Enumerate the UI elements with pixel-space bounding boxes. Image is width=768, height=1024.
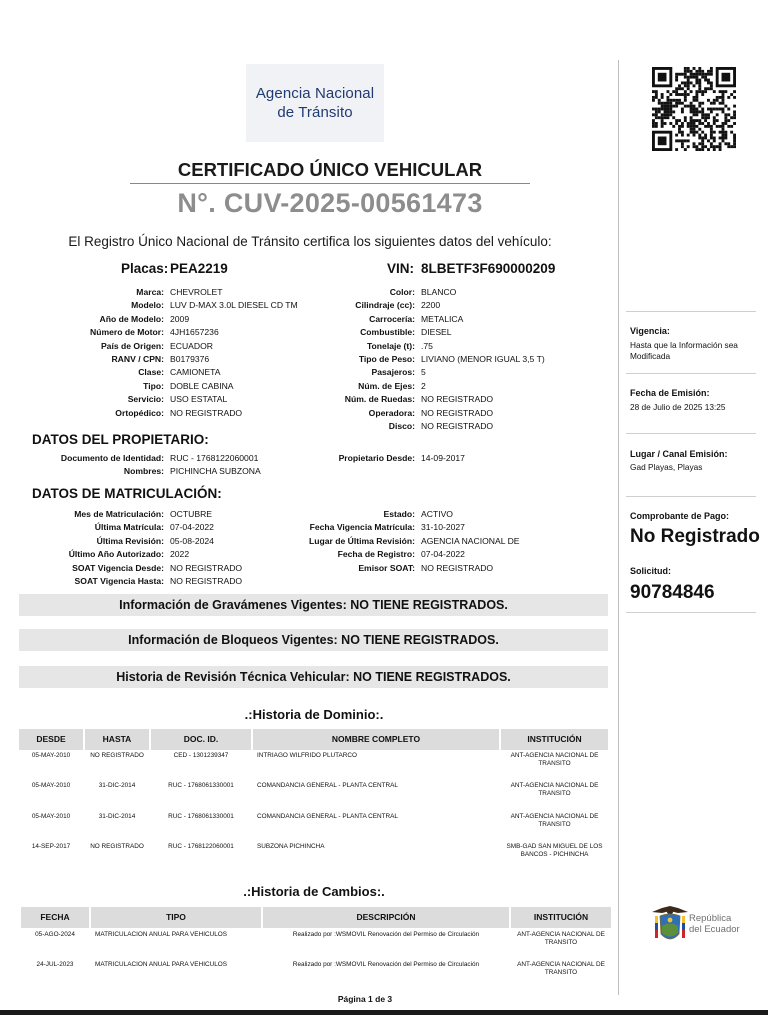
emision-label: Fecha de Emisión:: [630, 388, 710, 398]
field-label: Nombres:: [123, 466, 164, 477]
intro-text: El Registro Único Nacional de Tránsito certifica los siguientes datos del vehículo:: [68, 234, 552, 249]
cell-fecha: 05-AGO-2024: [35, 931, 75, 938]
field-label: Marca:: [136, 287, 164, 297]
cell-nombre: SUBZONA PICHINCHA: [257, 843, 325, 850]
field-value: 14-09-2017: [421, 453, 465, 463]
registration-data-right: [265, 508, 601, 575]
field-label: Año de Modelo:: [99, 313, 164, 324]
institucion-line-2: TRANSITO: [544, 939, 578, 947]
bloqueos-banner: Información de Bloqueos Vigentes: NO TIENE REGISTRADOS.: [19, 629, 608, 651]
field-label: Mes de Matriculación:: [74, 509, 164, 519]
field-value: ACTIVO: [421, 509, 453, 519]
field-label: Disco:: [388, 420, 415, 431]
registration-heading: DATOS DE MATRICULACIÓN:: [32, 486, 222, 501]
sidebar-divider: [626, 612, 756, 613]
field-row: [265, 326, 601, 339]
solicitud-label: Solicitud:: [630, 566, 671, 576]
cell-hasta: NO REGISTRADO: [90, 752, 144, 759]
field-label: RANV / CPN:: [111, 353, 164, 364]
institucion-line-1: ANT-AGENCIA NACIONAL DE: [510, 752, 599, 759]
field-row: [265, 286, 601, 299]
field-label: Tipo de Peso:: [358, 353, 415, 364]
cell-tipo: MATRICULACION ANUAL PARA VEHICULOS: [95, 931, 227, 938]
field-value: AGENCIA NACIONAL DE: [421, 535, 520, 546]
field-row: [265, 340, 601, 353]
col-hasta: HASTA: [85, 729, 149, 750]
cell-desde: 05-MAY-2010: [31, 752, 71, 759]
field-value: NO REGISTRADO: [170, 407, 243, 418]
field-label: Fecha Vigencia Matrícula:: [309, 522, 415, 533]
col-desde: DESDE: [19, 729, 83, 750]
field-label: Estado:: [383, 509, 415, 519]
logo-line-1: Agencia Nacional: [255, 85, 375, 102]
institucion-line-1: ANT-AGENCIA NACIONAL DE: [517, 931, 605, 938]
field-row: [265, 508, 601, 521]
table-row: [21, 961, 611, 977]
vin-label: VIN:: [387, 261, 414, 276]
field-value: NO REGISTRADO: [170, 575, 243, 586]
table-row: [19, 813, 608, 829]
col-institucion: INSTITUCIÓN: [501, 729, 608, 750]
cell-doc-id: RUC - 1768122060001: [168, 843, 234, 850]
col-descripcion: DESCRIPCIÓN: [263, 907, 509, 928]
field-row: [265, 521, 601, 534]
col-tipo: TIPO: [91, 907, 261, 928]
owner-data-right: [265, 452, 581, 465]
field-row: [265, 548, 601, 561]
lugar-label: Lugar / Canal Emisión:: [630, 449, 728, 459]
field-value: 4JH1657236: [170, 327, 219, 338]
col-fecha: FECHA: [21, 907, 89, 928]
ecuador-text-line-2: del Ecuador: [689, 924, 740, 935]
institucion-line-1: ANT-AGENCIA NACIONAL DE: [510, 782, 599, 789]
logo-line-2: de Tránsito: [277, 104, 353, 121]
vehicle-data-right: [265, 286, 601, 433]
field-label: Color:: [389, 287, 415, 297]
field-label: Núm. de Ejes:: [358, 380, 415, 391]
field-row: [265, 452, 581, 465]
owner-heading: DATOS DEL PROPIETARIO:: [32, 432, 209, 447]
field-value: 2: [421, 380, 426, 391]
cell-institucion: [501, 782, 608, 798]
cell-doc-id: RUC - 1768061330001: [168, 813, 234, 820]
field-value: NO REGISTRADO: [421, 420, 494, 431]
pago-label: Comprobante de Pago:: [630, 511, 730, 521]
institucion-line-2: TRANSITO: [538, 760, 571, 768]
field-value: 07-04-2022: [170, 522, 214, 533]
field-value: CHEVROLET: [170, 287, 223, 297]
field-row: [265, 535, 601, 548]
cell-desde: 05-MAY-2010: [31, 813, 71, 820]
field-value: BLANCO: [421, 287, 457, 297]
field-label: Núm. de Ruedas:: [344, 394, 415, 405]
field-row: [14, 575, 330, 588]
field-label: SOAT Vigencia Hasta:: [74, 575, 164, 586]
field-value: LUV D-MAX 3.0L DIESEL CD TM: [170, 300, 298, 311]
lugar-value: Gad Playas, Playas: [630, 462, 703, 472]
field-value: 07-04-2022: [421, 549, 465, 560]
field-label: SOAT Vigencia Desde:: [72, 562, 164, 573]
field-value: 05-08-2024: [170, 535, 214, 546]
field-value: USO ESTATAL: [170, 394, 228, 405]
cell-doc-id: RUC - 1768061330001: [168, 782, 234, 789]
cell-hasta: NO REGISTRADO: [90, 843, 144, 850]
solicitud-value: 90784846: [630, 582, 715, 603]
cell-desde: 05-MAY-2010: [31, 782, 71, 789]
dominio-table-header: [19, 729, 608, 750]
field-label: Lugar de Última Revisión:: [308, 535, 415, 546]
cell-tipo: MATRICULACION ANUAL PARA VEHICULOS: [95, 961, 227, 968]
field-value: 2200: [421, 300, 441, 311]
field-value: METALICA: [421, 313, 464, 324]
cell-fecha: 24-JUL-2023: [36, 961, 74, 968]
institucion-line-1: ANT-AGENCIA NACIONAL DE: [510, 813, 599, 820]
field-label: Tipo:: [143, 380, 164, 391]
field-label: Última Matrícula:: [94, 522, 164, 533]
field-value: CAMIONETA: [170, 367, 221, 378]
field-value: NO REGISTRADO: [421, 562, 494, 573]
field-value: 2022: [170, 549, 190, 560]
field-value: LIVIANO (MENOR IGUAL 3,5 T): [421, 353, 545, 364]
field-value: NO REGISTRADO: [421, 407, 494, 418]
plate-value: PEA2219: [170, 261, 228, 276]
cell-doc-id: CED - 1301239347: [173, 752, 229, 759]
institucion-line-2: TRANSITO: [538, 821, 571, 829]
table-row: [21, 931, 611, 947]
field-value: PICHINCHA SUBZONA: [170, 466, 261, 477]
field-label: Documento de Identidad:: [60, 453, 164, 463]
field-value: 31-10-2027: [421, 522, 465, 533]
field-label: Última Revisión:: [96, 535, 164, 546]
revision-tecnica-banner: Historia de Revisión Técnica Vehicular: NO TIENE REGISTRADOS.: [19, 666, 608, 688]
field-row: [265, 353, 601, 366]
field-value: B0179376: [170, 353, 210, 364]
col-nombre: NOMBRE COMPLETO: [253, 729, 499, 750]
field-value: RUC - 1768122060001: [170, 453, 259, 463]
field-value: 2009: [170, 313, 190, 324]
sidebar-divider: [626, 311, 756, 312]
field-row: [265, 420, 601, 433]
institucion-line-1: ANT-AGENCIA NACIONAL DE: [517, 961, 605, 968]
field-value: NO REGISTRADO: [170, 562, 243, 573]
cell-hasta: 31-DIC-2014: [98, 813, 136, 820]
institucion-line-2: TRANSITO: [544, 969, 578, 977]
field-value: DIESEL: [421, 327, 452, 338]
cell-hasta: 31-DIC-2014: [98, 782, 136, 789]
field-value: OCTUBRE: [170, 509, 213, 519]
field-label: Último Año Autorizado:: [68, 549, 164, 560]
emision-value: 28 de Julio de 2025 13:25: [630, 402, 726, 412]
field-label: Fecha de Registro:: [337, 549, 415, 560]
title-divider: [130, 183, 530, 184]
field-label: Clase:: [138, 367, 164, 378]
table-row: [19, 843, 608, 859]
field-row: [265, 407, 601, 420]
cell-nombre: COMANDANCIA GENERAL - PLANTA CENTRAL: [257, 813, 398, 820]
field-row: [265, 562, 601, 575]
institucion-line-1: SMB-GAD SAN MIGUEL DE LOS: [506, 843, 603, 850]
cell-descripcion: Realizado por :WSMOVIL Renovación del Permiso de Circulación: [292, 931, 480, 938]
page-number: Página 1 de 3: [337, 994, 393, 1004]
gravamenes-banner: Información de Gravámenes Vigentes: NO TIENE REGISTRADOS.: [19, 594, 608, 616]
field-row: [14, 465, 330, 478]
institucion-line-2: BANCOS - PICHINCHA: [520, 851, 589, 859]
certificate-number: N°. CUV-2025-00561473: [177, 188, 483, 218]
cell-institucion: [501, 843, 608, 859]
field-label: Combustible:: [360, 327, 415, 338]
sidebar-divider: [626, 496, 756, 497]
field-label: Servicio:: [127, 394, 164, 405]
dominio-title: .:Historia de Dominio:.: [244, 707, 384, 722]
field-row: [265, 393, 601, 406]
ecuador-text-line-1: República: [689, 913, 732, 924]
cell-desde: 14-SEP-2017: [31, 843, 71, 850]
field-label: Modelo:: [131, 300, 164, 311]
field-row: [265, 299, 601, 312]
cell-institucion: [511, 961, 611, 977]
field-label: Carrocería:: [369, 313, 415, 324]
pago-value: No Registrado: [630, 526, 760, 547]
field-label: Número de Motor:: [90, 327, 164, 338]
field-row: [265, 380, 601, 393]
cambios-table-header: [21, 907, 611, 928]
cell-institucion: [501, 752, 608, 768]
field-value: ECUADOR: [170, 340, 213, 351]
field-label: Cilindraje (cc):: [355, 300, 415, 311]
col-doc-id: DOC. ID.: [151, 729, 251, 750]
certificate-title: CERTIFICADO ÚNICO VEHICULAR: [177, 159, 483, 180]
field-label: Pasajeros:: [371, 367, 415, 378]
table-row: [19, 782, 608, 798]
field-value: .75: [421, 340, 433, 351]
vigencia-label: Vigencia:: [630, 326, 670, 336]
field-label: Ortopédico:: [115, 407, 164, 418]
ant-logo: [246, 64, 384, 142]
field-label: Tonelaje (t):: [366, 340, 415, 351]
table-row: [19, 752, 608, 768]
field-value: NO REGISTRADO: [421, 394, 494, 405]
field-value: 5: [421, 367, 426, 378]
plate-label: Placas:: [121, 261, 169, 276]
institucion-line-2: TRANSITO: [538, 790, 571, 798]
cell-institucion: [501, 813, 608, 829]
vin-value: 8LBETF3F690000209: [421, 261, 556, 276]
sidebar-divider: [626, 373, 756, 374]
cambios-title: .:Historia de Cambios:.: [243, 884, 385, 899]
vigencia-value: Hasta que la Información sea Modificada: [630, 340, 738, 361]
field-row: [265, 366, 601, 379]
sidebar-divider: [626, 433, 756, 434]
field-label: Operadora:: [368, 407, 415, 418]
cell-nombre: INTRIAGO WILFRIDO PLUTARCO: [257, 752, 358, 759]
field-label: Propietario Desde:: [338, 453, 415, 463]
cell-nombre: COMANDANCIA GENERAL - PLANTA CENTRAL: [257, 782, 398, 789]
page-bottom-rule: [0, 1010, 768, 1015]
cell-institucion: [511, 931, 611, 947]
field-row: [265, 313, 601, 326]
field-value: DOBLE CABINA: [170, 380, 234, 391]
field-label: País de Origen:: [100, 340, 164, 351]
cell-descripcion: Realizado por :WSMOVIL Renovación del Permiso de Circulación: [292, 961, 480, 968]
field-label: Emisor SOAT:: [358, 562, 415, 573]
qr-code-icon: [650, 67, 738, 151]
col-institucion: INSTITUCIÓN: [511, 907, 611, 928]
